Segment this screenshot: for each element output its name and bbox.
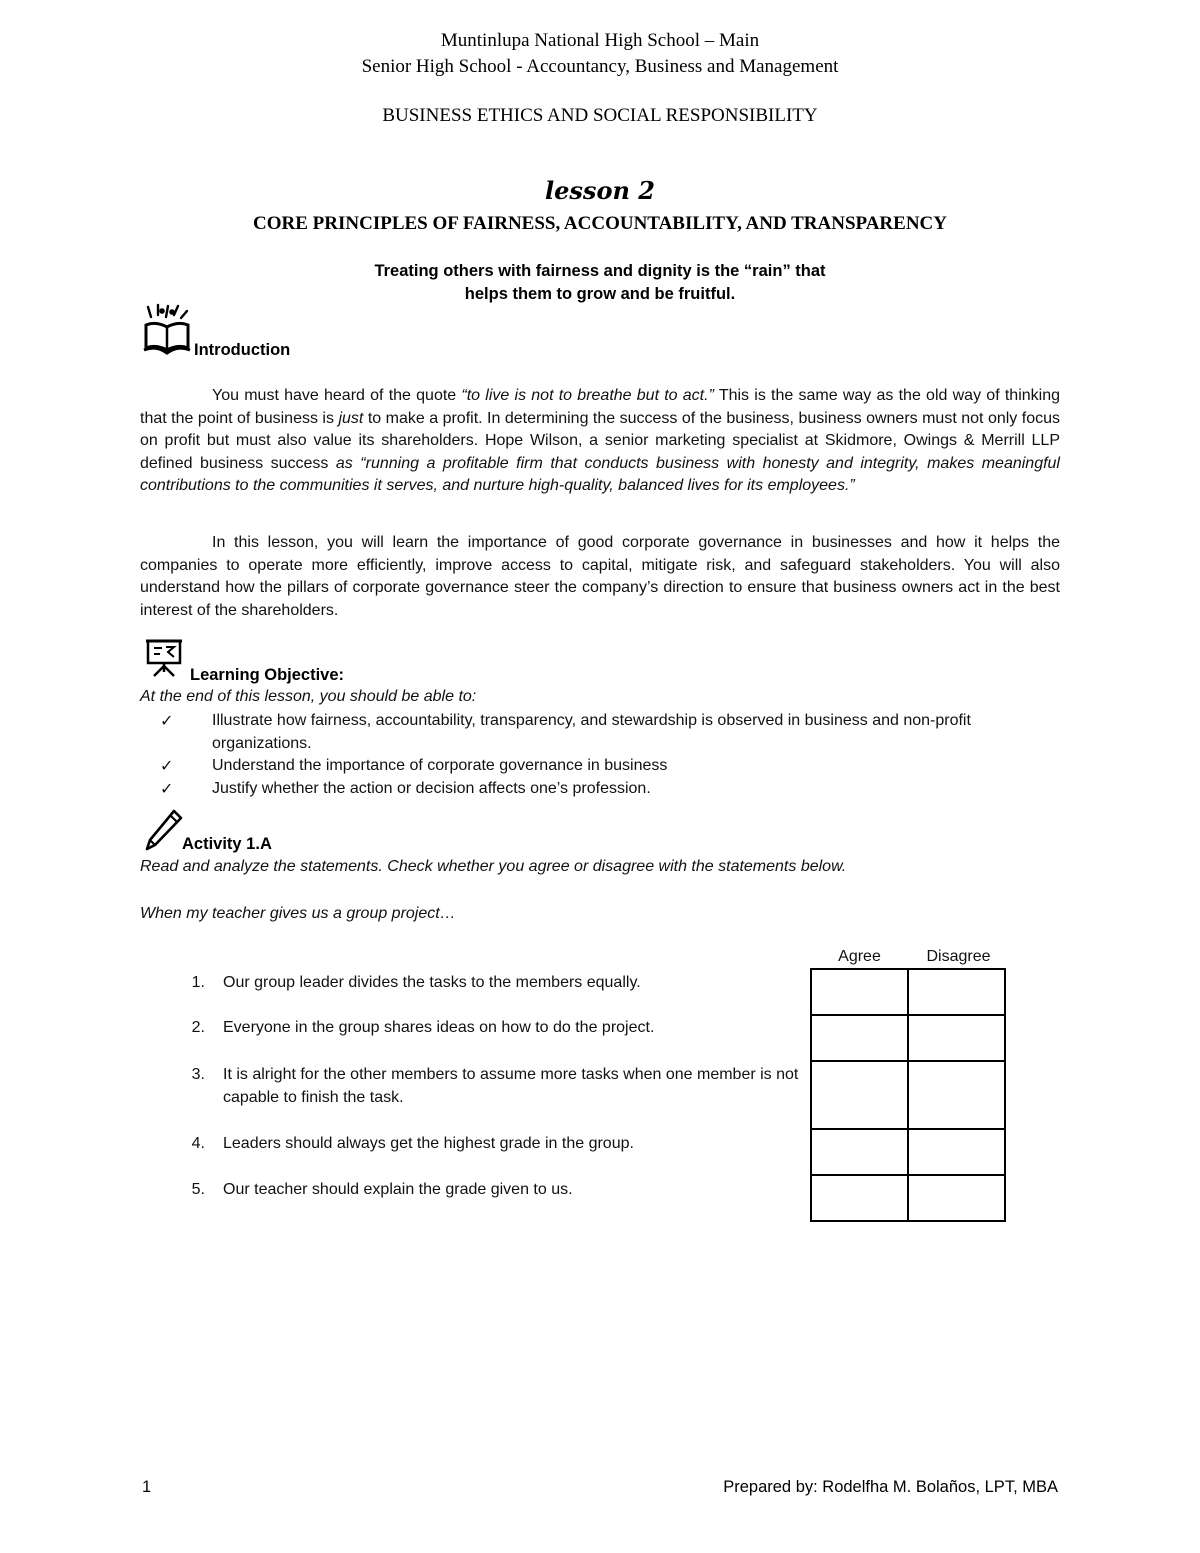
- agree-column-header: Agree: [838, 948, 881, 965]
- disagree-checkbox-2[interactable]: [908, 1015, 1005, 1061]
- agree-checkbox-4[interactable]: [811, 1129, 908, 1175]
- checkmark-icon: ✓: [160, 778, 174, 798]
- list-item: ✓ Justify whether the action or decision affects one’s profession.: [160, 778, 1065, 801]
- agree-checkbox-2[interactable]: [811, 1015, 908, 1061]
- tagline-line-2: helps them to grow and be fruitful.: [464, 285, 736, 303]
- disagree-checkbox-3[interactable]: [908, 1061, 1005, 1129]
- agree-checkbox-3[interactable]: [811, 1061, 908, 1129]
- reading-book-icon: [142, 303, 192, 355]
- presentation-board-icon: [144, 638, 188, 678]
- tagline-line-1: Treating others with fairness and dignity is the “rain” that: [374, 262, 826, 280]
- activity-heading: Activity 1.A: [182, 835, 272, 853]
- prepared-by: Prepared by: Rodelfha M. Bolaños, LPT, MBA: [723, 1478, 1058, 1496]
- disagree-checkbox-5[interactable]: [908, 1175, 1005, 1221]
- disagree-column-header: Disagree: [926, 948, 991, 965]
- checkmark-icon: ✓: [160, 756, 174, 776]
- activity-instruction: Read and analyze the statements. Check whether you agree or disagree with the statements below.: [140, 858, 847, 875]
- strand-name: Senior High School - Accountancy, Business and Management: [361, 56, 839, 77]
- agree-checkbox-5[interactable]: [811, 1175, 908, 1221]
- introduction-heading: Introduction: [194, 341, 291, 359]
- agree-checkbox-1[interactable]: [811, 969, 908, 1015]
- disagree-checkbox-1[interactable]: [908, 969, 1005, 1015]
- agree-disagree-grid: [810, 968, 1006, 1222]
- lesson-tagline: [0, 260, 1200, 306]
- checkmark-icon: ✓: [160, 711, 174, 730]
- objectives-list: [160, 710, 1065, 800]
- disagree-checkbox-4[interactable]: [908, 1129, 1005, 1175]
- list-item: ✓ Understand the importance of corporate governance in business: [160, 755, 1065, 778]
- subject-title: BUSINESS ETHICS AND SOCIAL RESPONSIBILITY: [382, 105, 818, 126]
- introduction-paragraph-1: You must have heard of the quote “to live is not to breathe but to act.” This is the same way as the old way of thinking that the point of business is just to make a profit. In determining the success of the business, business owners must not only focus on profit but must also value its shareholders. Hope Wilson, a senior marketing specialist at Skidmore, Owings & Merrill LLP defined business success as “running a profitable firm that conducts business with honesty and integrity, makes meaningful contributions to the communities it serves, and nurture high-quality, balanced lives for its employees.”: [140, 387, 1060, 495]
- lesson-label: lesson 2: [545, 176, 655, 205]
- objectives-lead: At the end of this lesson, you should be able to:: [140, 688, 477, 705]
- page-number: 1: [142, 1478, 152, 1496]
- introduction-paragraph-2: In this lesson, you will learn the importance of good corporate governance in businesses and how it helps the companies to operate more efficiently, improve access to capital, mitigate risk, and safeguard stakeholders. You will also understand how the pillars of corporate governance steer the company’s direction to ensure that business owners act in the best interest of the shareholders.: [140, 534, 1060, 619]
- pencil-icon: [144, 808, 184, 852]
- school-name: Muntinlupa National High School – Main: [440, 30, 760, 51]
- list-item: ✓ Illustrate how fairness, accountability, transparency, and stewardship is observed in business and non-profit organizations.: [160, 711, 971, 752]
- learning-objective-heading: Learning Objective:: [190, 666, 345, 684]
- lesson-title: CORE PRINCIPLES OF FAIRNESS, ACCOUNTABILITY, AND TRANSPARENCY: [253, 213, 947, 234]
- activity-prompt: When my teacher gives us a group project…: [140, 905, 456, 922]
